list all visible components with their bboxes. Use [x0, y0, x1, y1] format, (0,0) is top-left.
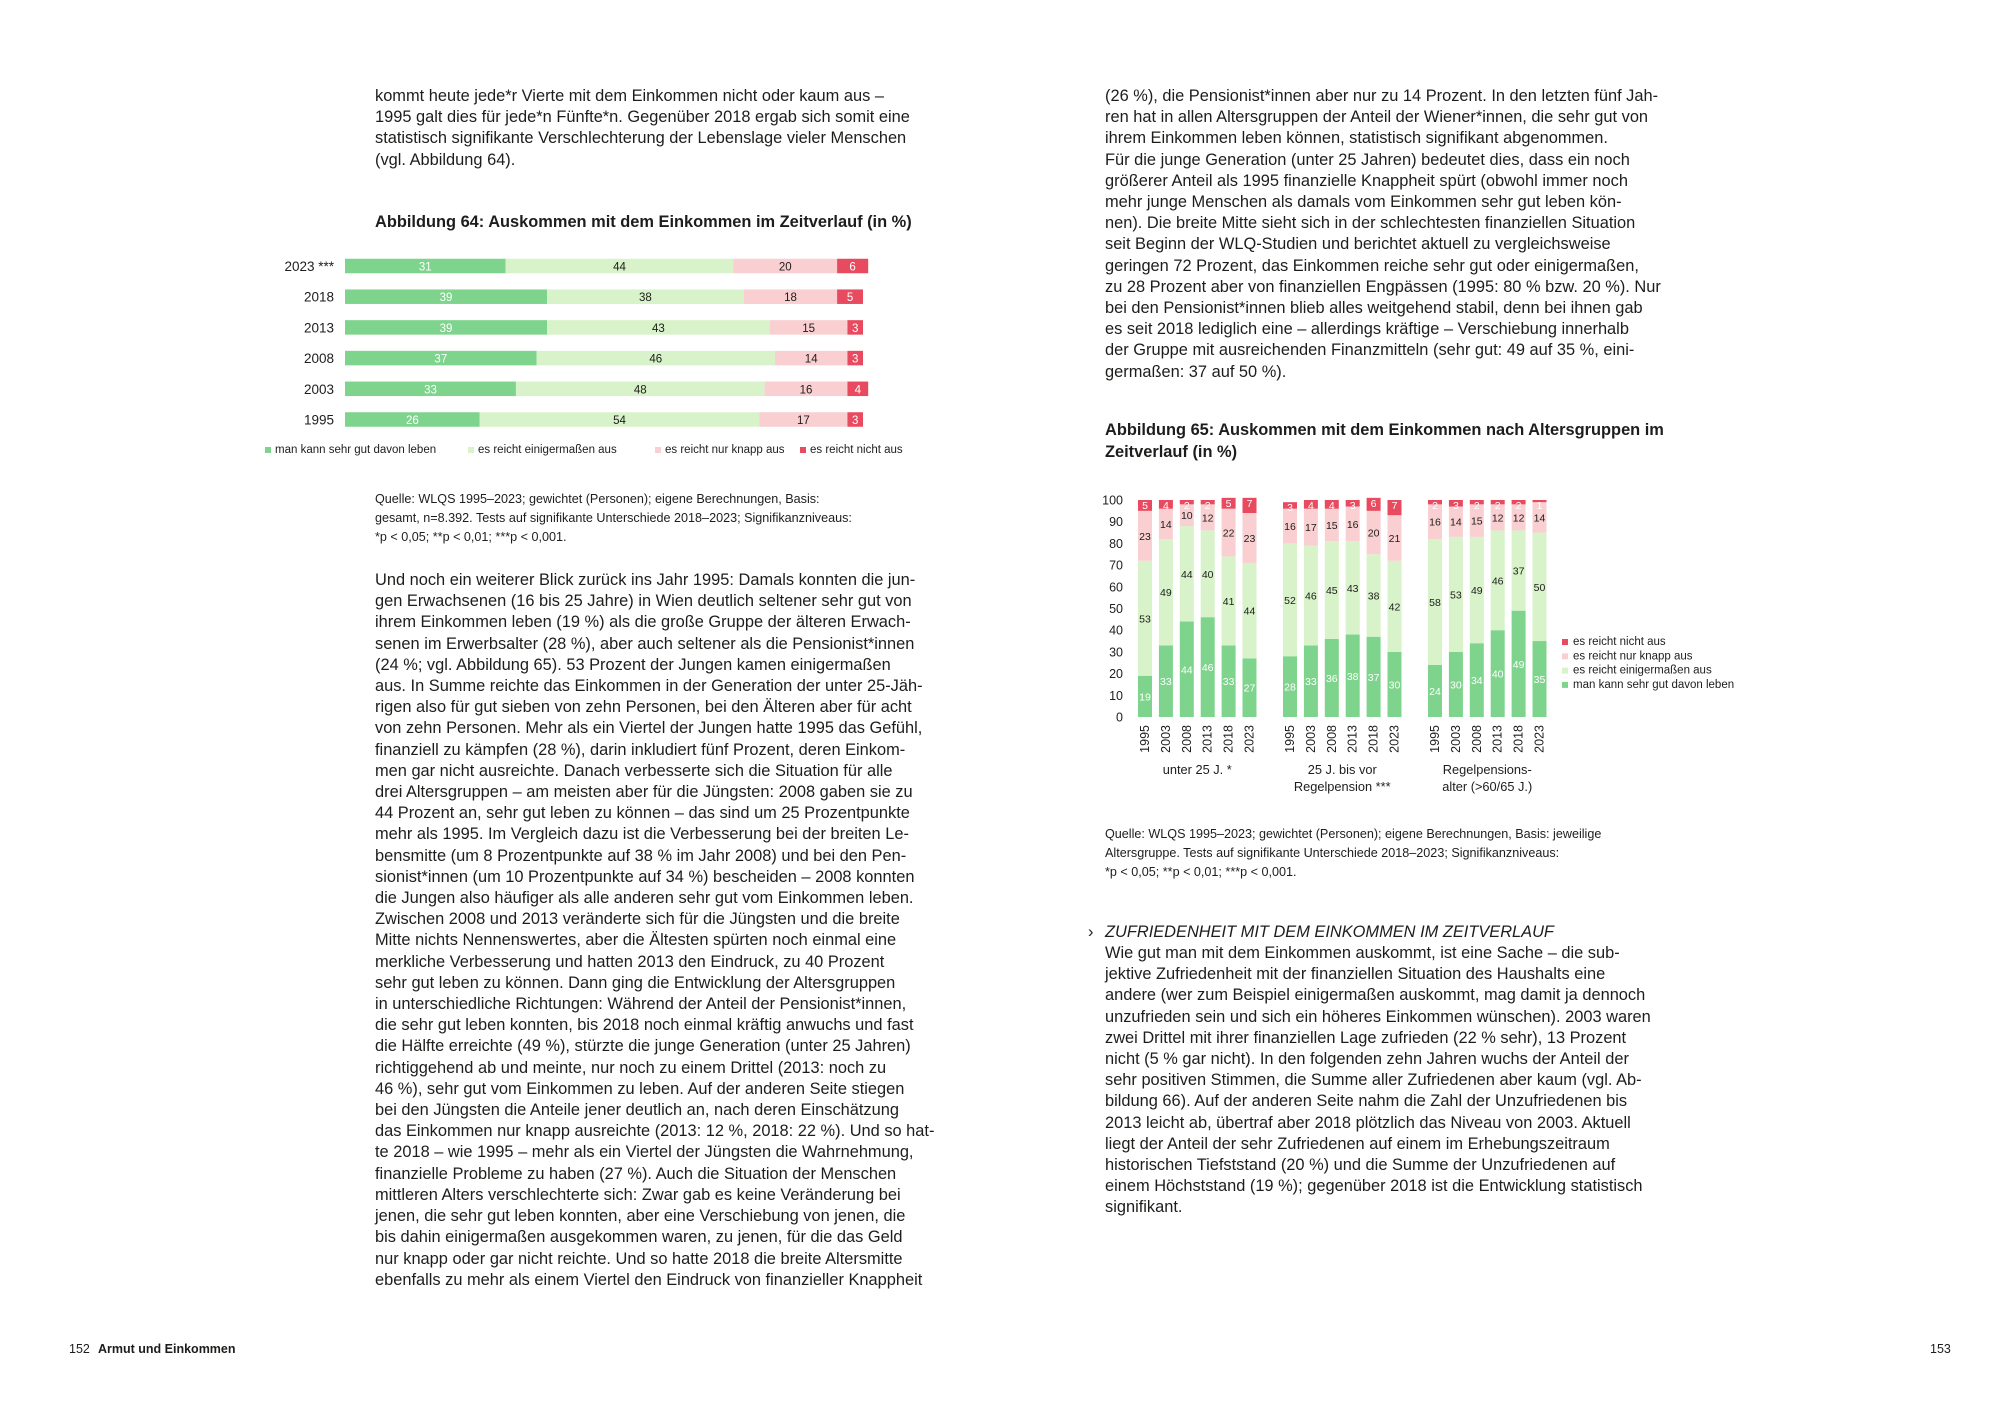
data-label: 7 [1391, 500, 1398, 512]
data-label: 48 [633, 384, 647, 397]
data-label: 44 [1180, 568, 1193, 581]
data-label: 2 [1515, 500, 1522, 512]
left-body-line: ihrem Einkommen leben (19 %) als die große Gruppe der älteren Erwach- [375, 613, 911, 632]
data-label: 52 [1284, 594, 1296, 607]
figure-65-title [1105, 420, 1664, 463]
x-tick-label: 2018 [1511, 725, 1526, 753]
data-label: 30 [1450, 679, 1462, 692]
data-label: 21 [1388, 532, 1401, 545]
right-top-line: ihrem Einkommen leben können, statistisch signifikant abgenommen. [1105, 129, 1608, 148]
data-label: 34 [1470, 675, 1483, 688]
right-top-line: seit Beginn der WLQ-Studien und berichtet aktuell zu vergleichsweise [1105, 235, 1611, 254]
data-label: 3 [1452, 500, 1459, 512]
data-label: 40 [1201, 568, 1214, 581]
data-label: 4 [854, 384, 862, 397]
footer-section-title: Armut und Einkommen [98, 1342, 236, 1356]
left-body-line: bei den Jüngsten die Anteile jener deutlich an, nach deren Einschätzung [375, 1101, 899, 1120]
data-label: 33 [1222, 676, 1235, 689]
intro-line: statistisch signifikante Verschlechterung der Lebenslage vieler Menschen [375, 129, 907, 148]
data-label: 33 [1160, 676, 1172, 689]
left-body-line: nur knapp oder gar nicht reichte. Und so hatte 2018 die breite Altersmitte [375, 1249, 903, 1268]
left-body-line: bis dahin einigermaßen ausgekommen waren, zu jenen, für die das Geld [375, 1228, 903, 1247]
left-body-line: Mitte nichts Nennenswertes, aber die Ältesten spürten noch einmal eine [375, 931, 897, 950]
figure-65-chart [1080, 486, 1780, 806]
data-label: 3 [1287, 502, 1293, 515]
left-body-line: sionist*innen (um 10 Prozentpunkte auf 34 %) bescheiden – 2008 konnten [375, 867, 915, 886]
data-label: 23 [1139, 530, 1151, 543]
section-body-line: jektive Zufriedenheit mit der finanziellen Situation des Haushalts eine [1105, 965, 1606, 984]
x-tick-label: 1995 [1138, 725, 1152, 753]
group-label: unter 25 J. * [1162, 762, 1232, 777]
data-label: 6 [1370, 497, 1377, 510]
data-label: 22 [1222, 527, 1235, 540]
x-tick-label: 2003 [1303, 725, 1318, 753]
data-label: 53 [1450, 589, 1462, 602]
data-label: 30 [1388, 679, 1401, 692]
data-label: 44 [1243, 605, 1256, 618]
left-body-line: sehr gut leben zu können. Dann ging die Entwicklung der Altersgruppen [375, 973, 896, 992]
data-label: 31 [418, 261, 432, 274]
section-body-line: historischen Tiefststand (20 %) und die Summe der Unzufriedenen auf [1105, 1156, 1616, 1175]
group-label: alter (>60/65 J.) [1442, 779, 1533, 794]
left-body-line: von zehn Personen. Mehr als ein Viertel der Jungen hatte 1995 das Gefühl, [375, 719, 923, 738]
data-label: 40 [1491, 668, 1504, 681]
left-body-line: finanziell zu kämpfen (28 %), darin inkludiert fünf Prozent, deren Einkom- [375, 740, 906, 759]
section-body-text [1105, 943, 1651, 1219]
figure-65-source-line: Altersgruppe. Tests auf signifikante Unterschiede 2018–2023; Signifikanzniveaus: [1105, 846, 1560, 860]
data-label: 50 [1533, 581, 1546, 594]
left-body-line: (24 %; vgl. Abbildung 65). 53 Prozent der Jungen kamen einigermaßen [375, 655, 891, 674]
section-body-line: 2013 leicht ab, übertraf aber 2018 plötzlich das Niveau von 2003. Aktuell [1105, 1113, 1631, 1132]
right-top-line: bei den Pensionist*innen blieb alles weitgehend stabil, denn bei ihnen gab [1105, 299, 1643, 318]
legend-label: es reicht nur knapp aus [1573, 650, 1693, 663]
data-label: 53 [1139, 613, 1151, 626]
data-label: 42 [1388, 601, 1401, 614]
data-label: 35 [1533, 674, 1546, 687]
right-top-line: Für die junge Generation (unter 25 Jahren) bedeutet dies, dass ein noch [1105, 150, 1630, 169]
right-top-line: germaßen: 37 auf 50 %). [1105, 362, 1287, 381]
data-label: 17 [797, 415, 810, 427]
page-number-left: 152 [69, 1342, 90, 1356]
left-body-line: finanzielle Probleme zu haben (27 %). Auch die Situation der Menschen [375, 1164, 897, 1183]
data-label: 4 [1162, 500, 1169, 512]
left-body-line: te 2018 – wie 1995 – mehr als ein Viertel der Jüngsten die Wahrnehmung, [375, 1143, 914, 1162]
left-body-line: Zwischen 2008 und 2013 veränderte sich für die Jüngsten und die breite [375, 910, 900, 929]
figure-65-title-line: Zeitverlauf (in %) [1105, 442, 1238, 461]
figure-64-chart [260, 255, 960, 485]
data-label: 46 [649, 353, 663, 366]
page-number-right: 153 [1930, 1342, 1951, 1356]
right-top-line: mehr junge Menschen als damals vom Einkommen sehr gut leben kön- [1105, 193, 1622, 212]
left-body-line: richtiggehend ab und meinte, nur noch zu einem Drittel (2013: noch zu [375, 1058, 887, 1077]
right-top-line: ren hat in allen Altersgruppen der Anteil der Wiener*innen, die sehr gut von [1105, 108, 1649, 127]
data-label: 14 [1160, 518, 1172, 531]
group-label: 25 J. bis vor [1307, 762, 1377, 777]
figure-64-source [375, 490, 852, 547]
data-label: 33 [1305, 676, 1317, 689]
x-tick-label: 2008 [1179, 725, 1194, 753]
data-label: 14 [1450, 516, 1462, 529]
y-tick-label: 20 [1109, 667, 1123, 682]
x-tick-label: 2023 [1242, 725, 1257, 753]
right-top-line: zu 28 Prozent aber von finanziellen Engpässen (1995: 80 % bzw. 20 %). Nur [1105, 277, 1661, 296]
data-label: 4 [1328, 500, 1335, 512]
legend-swatch [1562, 668, 1568, 674]
left-body-line: das Einkommen nur knapp ausreichte (2013: 12 %, 2018: 22 %). Und so hat- [375, 1122, 935, 1141]
section-body-line: zwei Drittel mit ihrer finanziellen Lage zufrieden (22 % sehr), 13 Prozent [1105, 1028, 1627, 1047]
data-label: 19 [1139, 691, 1151, 704]
section-body-line: unzufrieden sein und sich ein höheres Einkommen wünschen). 2003 waren [1105, 1007, 1651, 1026]
figure-65-source-line: *p < 0,05; **p < 0,01; ***p < 0,001. [1105, 865, 1297, 879]
right-top-line: (26 %), die Pensionist*innen aber nur zu 14 Prozent. In den letzten fünf Jah- [1105, 87, 1659, 105]
group-label: Regelpension *** [1293, 779, 1391, 794]
left-body-line: men gar nicht ausreichte. Danach verbesserte sich die Situation für alle [375, 761, 893, 780]
data-label: 37 [1512, 565, 1525, 578]
data-label: 39 [439, 322, 453, 335]
figure-65-title-line: Abbildung 65: Auskommen mit dem Einkommen nach Altersgruppen im [1105, 421, 1664, 439]
data-label: 38 [639, 292, 652, 305]
x-tick-label: 1995 [1283, 725, 1297, 753]
category-label: 1995 [303, 412, 334, 428]
data-label: 5 [1142, 500, 1148, 512]
data-label: 10 [1180, 510, 1193, 523]
left-body-line: senen im Erwerbsalter (28 %), aber auch seltener als die Pensionist*innen [375, 634, 915, 653]
data-label: 54 [613, 415, 626, 427]
data-label: 1 [1536, 500, 1543, 512]
legend-label: man kann sehr gut davon leben [275, 444, 437, 456]
left-body-line: merkliche Verbesserung und hatten 2013 den Eindruck, zu 40 Prozent [375, 952, 885, 971]
data-label: 58 [1429, 596, 1441, 609]
data-label: 20 [1367, 527, 1380, 540]
legend-swatch [1562, 639, 1568, 645]
right-top-line: größerer Anteil als 1995 finanzielle Knappheit spürt (obwohl immer noch [1105, 171, 1628, 190]
data-label: 15 [802, 322, 816, 335]
legend-label: man kann sehr gut davon leben [1573, 678, 1735, 691]
x-tick-label: 2023 [1387, 725, 1402, 753]
category-label: 2013 [303, 320, 334, 336]
left-body-line: jenen, die sehr gut leben konnten, aber eine Verschiebung von jenen, die [375, 1207, 906, 1226]
data-label: 33 [424, 384, 437, 397]
x-tick-label: 2013 [1345, 725, 1360, 753]
legend-label: es reicht einigermaßen aus [1573, 664, 1712, 677]
x-tick-label: 2023 [1532, 725, 1547, 753]
figure-65-source [1105, 825, 1601, 882]
legend-label: es reicht nur knapp aus [665, 444, 785, 456]
left-body-line: mehr als 1995. Im Vergleich dazu ist die Verbesserung bei der breiten Le- [375, 825, 909, 844]
left-body-line: drei Altersgruppen – am meisten aber für die Jüngsten: 2008 gaben sie zu [375, 783, 913, 802]
x-tick-label: 2018 [1366, 725, 1381, 753]
left-body-line: gen Erwachsenen (16 bis 25 Jahre) in Wien deutlich seltener sehr gut von [375, 592, 912, 611]
data-label: 26 [405, 415, 419, 427]
data-label: 3 [852, 353, 859, 366]
section-body-line: andere (wer zum Beispiel einigermaßen auskommt, mag damit ja dennoch [1105, 986, 1646, 1005]
legend-swatch [1562, 682, 1568, 688]
data-label: 16 [1429, 516, 1441, 529]
data-label: 14 [1533, 512, 1546, 525]
data-label: 18 [784, 292, 797, 305]
left-body-line: 46 %), sehr gut vom Einkommen zu leben. Auf der anderen Seite stiegen [375, 1079, 905, 1098]
figure-64-title: Abbildung 64: Auskommen mit dem Einkommen im Zeitverlauf (in %) [375, 213, 912, 231]
category-label: 2023 *** [284, 259, 334, 274]
data-label: 46 [1201, 662, 1214, 675]
y-tick-label: 30 [1109, 645, 1123, 660]
right-top-line: es seit 2018 lediglich eine – allerdings kräftige – Verschiebung innerhalb [1105, 320, 1629, 339]
section-marker-icon: › [1088, 923, 1094, 941]
data-label: 23 [1243, 532, 1256, 545]
data-label: 2 [1473, 500, 1480, 512]
x-tick-label: 2018 [1221, 725, 1236, 753]
left-body-line: die Jungen also häufiger als alle anderen sehr gut vom Einkommen leben. [375, 889, 914, 908]
y-tick-label: 50 [1109, 602, 1123, 616]
data-label: 6 [849, 261, 856, 274]
section-body-line: einem Höchststand (19 %); gegenüber 2018 ist die Entwicklung statistisch [1105, 1177, 1643, 1196]
category-label: 2008 [303, 351, 334, 367]
intro-paragraph [375, 86, 910, 171]
data-label: 16 [799, 384, 813, 397]
intro-line: 1995 galt dies für jede*n Fünfte*n. Gegenüber 2018 ergab sich somit eine [375, 108, 910, 127]
legend-label: es reicht nicht aus [1573, 636, 1666, 648]
data-label: 2 [1204, 500, 1211, 512]
y-tick-label: 40 [1109, 623, 1123, 638]
left-body-line: 44 Prozent an, sehr gut leben zu können – das sind um 25 Prozentpunkte [375, 804, 910, 823]
category-label: 2003 [303, 381, 334, 397]
data-label: 24 [1429, 685, 1441, 698]
left-body-line: bensmitte (um 8 Prozentpunkte auf 38 % im Jahr 2008) und bei den Pen- [375, 846, 907, 865]
right-page [1000, 0, 2000, 1416]
data-label: 3 [852, 415, 859, 427]
data-label: 5 [1225, 497, 1232, 510]
y-tick-label: 80 [1109, 536, 1123, 551]
section-body-line: signifikant. [1105, 1198, 1183, 1217]
data-label: 46 [1491, 575, 1504, 588]
left-body-line: die Hälfte erreichte (49 %), stürzte die junge Generation (unter 25 Jahren) [375, 1037, 911, 1056]
data-label: 2 [1183, 500, 1190, 512]
data-label: 2 [1432, 500, 1438, 512]
data-label: 3 [852, 322, 859, 335]
data-label: 17 [1305, 522, 1317, 535]
right-top-line: geringen 72 Prozent, das Einkommen reiche sehr gut oder einigermaßen, [1105, 256, 1639, 275]
data-label: 14 [804, 353, 818, 366]
left-body-line: in unterschiedliche Richtungen: Während der Anteil der Pensionist*innen, [375, 995, 907, 1014]
left-body-line: Und noch ein weiterer Blick zurück ins Jahr 1995: Damals konnten die jun- [375, 571, 916, 589]
data-label: 12 [1201, 512, 1214, 525]
left-body-line: aus. In Summe reichte das Einkommen in der Generation der unter 25-Jäh- [375, 677, 923, 696]
data-label: 37 [434, 353, 448, 366]
data-label: 12 [1512, 512, 1525, 525]
x-tick-label: 2003 [1158, 725, 1173, 753]
section-body-line: sehr positiven Stimmen, die Summe aller Zufriedenen aber kaum (vgl. Ab- [1105, 1071, 1642, 1090]
right-top-line: der Gruppe mit ausreichenden Finanzmitteln (sehr gut: 49 auf 35 %, eini- [1105, 341, 1635, 360]
intro-line: (vgl. Abbildung 64). [375, 150, 516, 169]
data-label: 41 [1222, 595, 1235, 608]
category-label: 2018 [303, 289, 334, 305]
x-tick-label: 2008 [1324, 725, 1339, 753]
y-tick-label: 60 [1109, 580, 1123, 595]
x-tick-label: 2013 [1200, 725, 1215, 753]
group-label: Regelpensions- [1442, 762, 1532, 777]
x-tick-label: 2013 [1490, 725, 1505, 753]
section-body-line: Wie gut man mit dem Einkommen auskommt, ist eine Sache – die sub- [1105, 944, 1620, 962]
data-label: 39 [439, 292, 453, 305]
data-label: 36 [1325, 672, 1338, 685]
left-body-line: rigen also für gut sieben von zehn Personen, bei den Älteren aber für acht [375, 698, 912, 717]
data-label: 49 [1470, 585, 1483, 598]
data-label: 45 [1325, 585, 1338, 598]
data-label: 49 [1160, 587, 1172, 600]
left-body-text [375, 570, 934, 1291]
legend-swatch [1562, 653, 1568, 659]
data-label: 12 [1491, 512, 1504, 525]
x-tick-label: 2003 [1448, 725, 1463, 753]
section-body-line: liegt der Anteil der sehr Zufriedenen auf einem im Erhebungszeitraum [1105, 1134, 1610, 1153]
data-label: 16 [1346, 518, 1359, 531]
data-label: 16 [1284, 521, 1296, 534]
section-body-line: nicht (5 % gar nicht). In den folgenden zehn Jahren wuchs der Anteil der [1105, 1050, 1629, 1069]
data-label: 44 [1180, 664, 1193, 677]
legend-swatch [655, 447, 661, 453]
x-tick-label: 2008 [1469, 725, 1484, 753]
legend-swatch [468, 447, 474, 453]
right-top-text [1105, 86, 1661, 383]
legend-swatch [800, 447, 806, 453]
legend-label: es reicht nicht aus [810, 444, 903, 456]
data-label: 38 [1367, 590, 1380, 603]
x-tick-label: 1995 [1428, 725, 1442, 753]
section-heading: ZUFRIEDENHEIT MIT DEM EINKOMMEN IM ZEITVERLAUF [1105, 923, 1554, 941]
data-label: 27 [1243, 682, 1256, 695]
figure-64-source-line: gesamt, n=8.392. Tests auf signifikante Unterschiede 2018–2023; Signifikanzniveaus: [375, 511, 852, 525]
intro-line: kommt heute jede*r Vierte mit dem Einkommen nicht oder kaum aus – [375, 87, 884, 105]
data-label: 38 [1346, 670, 1359, 683]
figure-65-source-line: Quelle: WLQS 1995–2023; gewichtet (Personen); eigene Berechnungen, Basis: jeweilige [1105, 827, 1602, 841]
data-label: 20 [778, 261, 792, 274]
data-label: 4 [1307, 500, 1314, 512]
section-body-line: bildung 66). Auf der anderen Seite nahm die Zahl der Unzufriedenen bis [1105, 1092, 1628, 1111]
data-label: 2 [1494, 500, 1501, 512]
legend-label: es reicht einigermaßen aus [478, 444, 617, 456]
data-label: 43 [651, 322, 665, 335]
data-label: 3 [1349, 500, 1356, 512]
y-tick-label: 90 [1109, 515, 1123, 530]
figure-64-source-line: *p < 0,05; **p < 0,01; ***p < 0,001. [375, 530, 567, 544]
data-label: 37 [1367, 671, 1380, 684]
y-tick-label: 70 [1109, 558, 1123, 573]
legend-swatch [265, 447, 271, 453]
y-tick-label: 10 [1109, 688, 1123, 703]
data-label: 7 [1246, 497, 1253, 510]
left-body-line: die sehr gut leben konnten, bis 2018 noch einmal kräftig anwuchs und fast [375, 1016, 914, 1035]
data-label: 5 [846, 292, 854, 305]
data-label: 46 [1305, 590, 1317, 603]
data-label: 15 [1470, 515, 1483, 528]
left-body-line: ebenfalls zu mehr als einem Viertel den Eindruck von finanzieller Knappheit [375, 1270, 923, 1289]
left-body-line: mittleren Alters verschlechterte sich: Zwar gab es keine Veränderung bei [375, 1185, 901, 1204]
data-label: 49 [1512, 658, 1525, 671]
y-tick-label: 100 [1102, 493, 1123, 508]
figure-64-source-line: Quelle: WLQS 1995–2023; gewichtet (Personen); eigene Berechnungen, Basis: [375, 492, 820, 506]
y-tick-label: 0 [1116, 710, 1123, 725]
right-top-line: nen). Die breite Mitte sieht sich in der schlechtesten finanziellen Situation [1105, 214, 1636, 233]
data-label: 28 [1284, 681, 1296, 694]
data-label: 43 [1346, 582, 1359, 595]
data-label: 44 [613, 261, 626, 274]
data-label: 15 [1325, 519, 1338, 532]
